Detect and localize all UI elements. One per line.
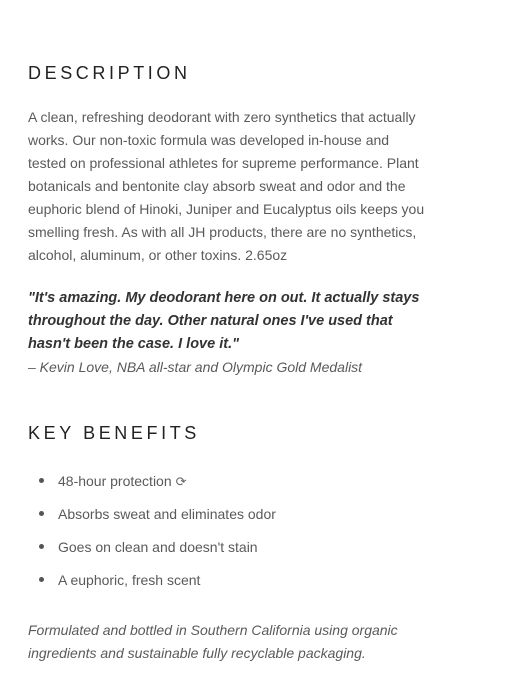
benefit-item [28, 468, 276, 501]
benefit-label: Goes on clean and doesn't stain [58, 539, 258, 555]
benefit-label: Absorbs sweat and eliminates odor [58, 506, 276, 522]
key-benefits-heading: KEY BENEFITS [28, 423, 200, 443]
manufacturing-note: Formulated and bottled in Southern California using organic ingredients and sustainable fully recyclable packaging. [28, 622, 398, 661]
bullet-icon [39, 511, 44, 516]
refresh-icon: ⟳ [175, 474, 187, 489]
bullet-icon [39, 577, 44, 582]
benefit-item [28, 501, 276, 534]
bullet-icon [39, 478, 44, 483]
testimonial-attribution: – Kevin Love, NBA all-star and Olympic Gold Medalist [28, 359, 363, 375]
testimonial-quote: "It's amazing. My deodorant here on out. It actually stays throughout the day. Other natural ones I've used that hasn't been the case. I love it." [28, 290, 420, 352]
benefit-label: A euphoric, fresh scent [58, 572, 201, 588]
description-text: A clean, refreshing deodorant with zero synthetics that actually works. Our non-toxic formula was developed in-house and tested on professional athletes for supreme performance. Plant botanicals and bentonite clay absorb sweat and odor and the euphoric blend of Hinoki, Juniper and Eucalyptus oils keeps you smelling fresh. As with all JH products, there are no synthetics, alcohol, aluminum, or other toxins. 2.65oz [28, 109, 425, 263]
benefit-label: 48-hour protection [58, 473, 172, 489]
key-benefits-list [28, 468, 276, 600]
bullet-icon [39, 544, 44, 549]
description-heading: DESCRIPTION [28, 63, 191, 83]
benefit-item [28, 534, 276, 567]
benefit-item [28, 567, 276, 600]
